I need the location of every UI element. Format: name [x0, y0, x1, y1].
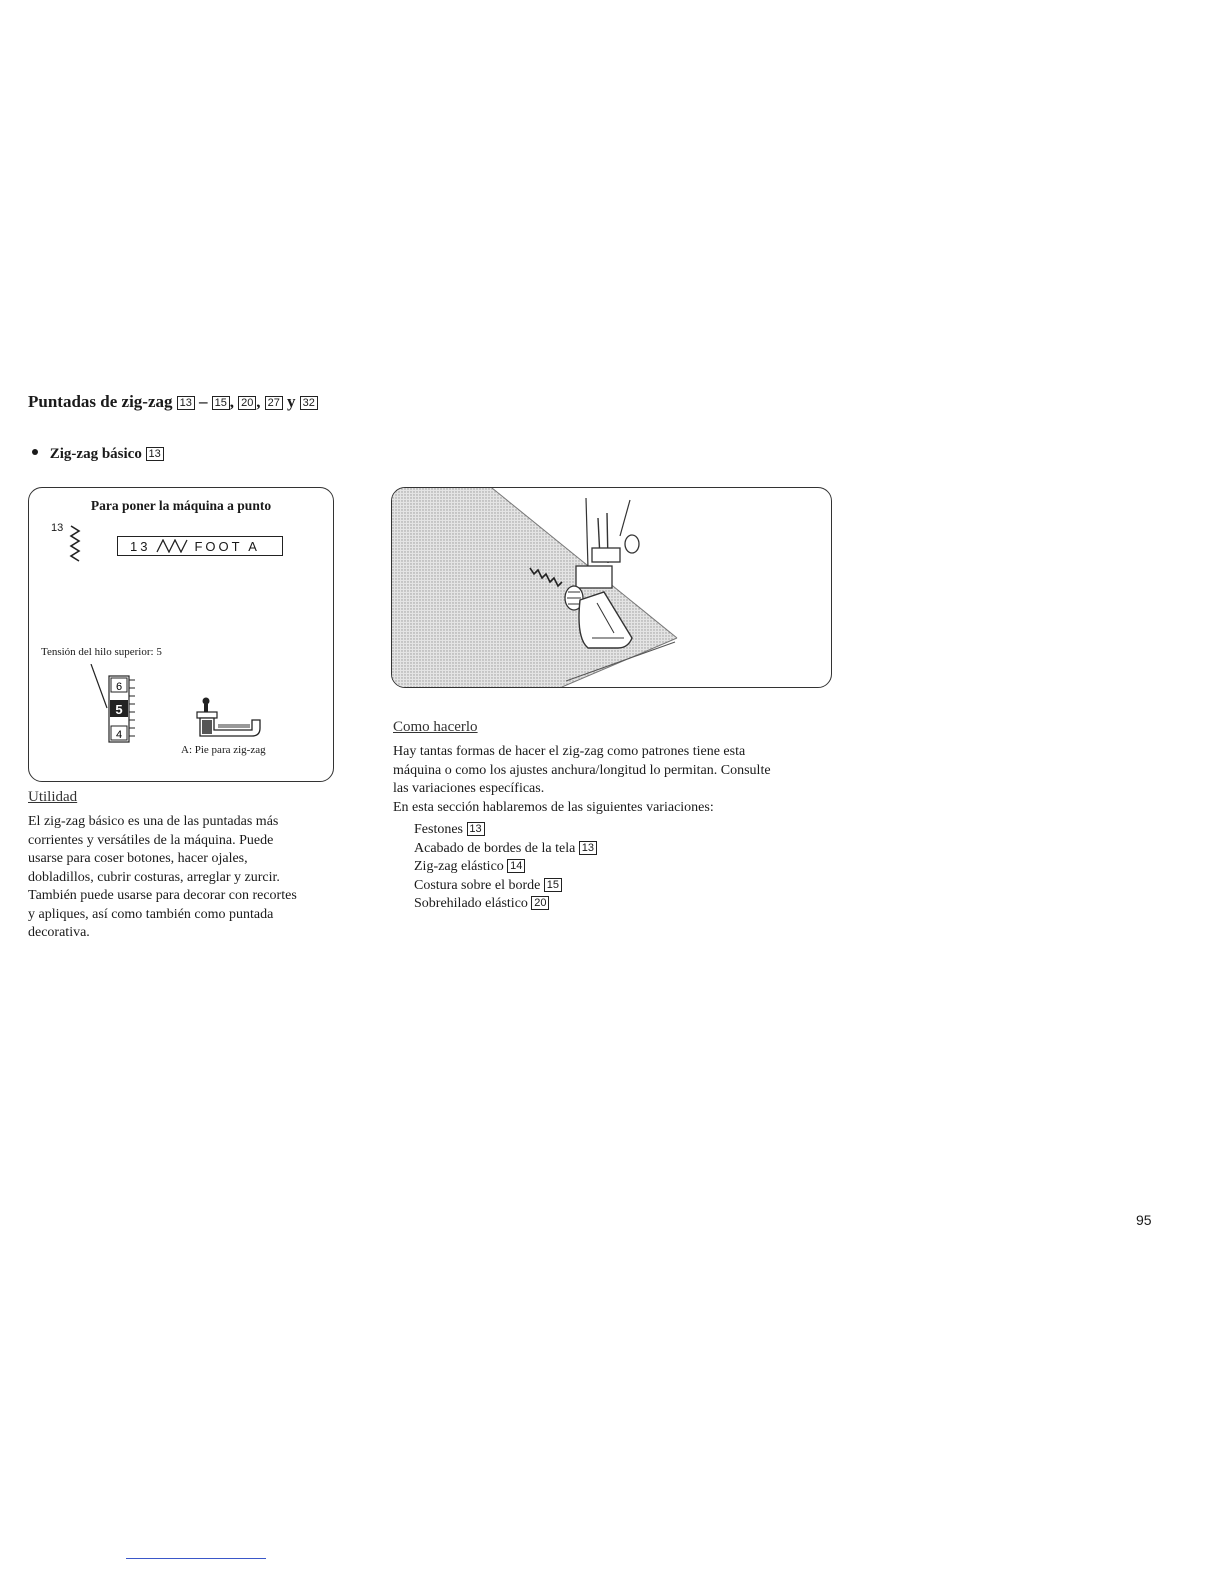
variation-label: Zig-zag elástico [414, 859, 504, 874]
footer-rule [126, 1558, 266, 1559]
utilidad-line: y apliques, así como también como puntada [28, 906, 274, 922]
utilidad-line: decorativa. [28, 925, 90, 940]
utilidad-line: usarse para coser botones, hacer ojales, [28, 851, 248, 866]
pointer-line [91, 664, 107, 708]
zigzag-stitch-icon [67, 524, 83, 564]
tension-dial-illustration [89, 664, 149, 744]
setup-title: Para poner la máquina a punto [90, 498, 272, 513]
como-hacerlo-heading: Como hacerlo [393, 719, 478, 735]
variation-code: 20 [531, 896, 549, 910]
como-line: En esta sección hablaremos de las siguientes variaciones: [393, 799, 714, 815]
title-dash: – [199, 392, 208, 411]
dial-value-6: 6 [115, 681, 123, 693]
variation-item [414, 895, 597, 914]
como-line: las variaciones específicas. [393, 781, 545, 796]
fabric-and-foot-drawing [392, 488, 831, 687]
variation-code: 15 [544, 878, 562, 892]
utilidad-line: corrientes y versátiles de la máquina. Puede [28, 832, 274, 848]
como-line: máquina o como los ajustes anchura/longitud lo permitan. Consulte [393, 762, 771, 778]
title-and: y [287, 392, 296, 411]
stitch-code-13: 13 [177, 396, 195, 410]
stitch-code-15: 15 [212, 396, 230, 410]
stitch-code-32: 32 [300, 396, 318, 410]
lcd-number: 13 [130, 538, 151, 554]
utilidad-line: dobladillos, cubrir costuras, arreglar y zurcir. [28, 869, 280, 885]
variation-label: Costura sobre el borde [414, 877, 541, 893]
subtitle-label: Zig-zag básico [49, 446, 142, 462]
stitch-number: 13 [51, 522, 64, 534]
bullet-icon [32, 449, 38, 455]
fabric [392, 488, 677, 687]
dial-value-4: 4 [115, 729, 123, 741]
variation-code: 14 [507, 859, 525, 873]
variation-item [414, 840, 597, 859]
utilidad-paragraph [28, 813, 330, 943]
utilidad-line: El zig-zag básico es una de las puntadas más [28, 814, 279, 829]
variations-list [414, 821, 597, 914]
section-subtitle [32, 446, 164, 463]
utilidad-line: También puede usarse para decorar con recortes [28, 888, 297, 903]
variation-label: Acabado de bordes de la tela [414, 840, 576, 856]
title-text: Puntadas de zig-zag [28, 392, 173, 411]
dial-value-5: 5 [115, 702, 123, 717]
variation-item [414, 877, 597, 896]
tension-label: Tensión del hilo superior: 5 [41, 646, 162, 658]
variation-label: Festones [414, 822, 463, 837]
foot-label: A: Pie para zig-zag [181, 744, 266, 756]
page-number: 95 [1136, 1212, 1152, 1228]
sewing-illustration [391, 487, 832, 688]
lcd-foot: FOOT A [194, 538, 260, 554]
variation-item [414, 858, 597, 877]
lcd-display [117, 536, 283, 556]
como-line: Hay tantas formas de hacer el zig-zag como patrones tiene esta [393, 744, 746, 759]
page-title: Puntadas de zig-zag 13 – 15 , 20 , 27 y 32 [28, 392, 318, 412]
subtitle-code: 13 [146, 447, 164, 461]
stitch-code-20: 20 [238, 396, 256, 410]
setup-panel [28, 487, 334, 782]
variation-label: Sobrehilado elástico [414, 896, 528, 911]
variation-code: 13 [467, 822, 485, 836]
como-hacerlo-paragraph [393, 743, 823, 817]
variation-item [414, 821, 597, 840]
presser-foot-a-icon [194, 696, 264, 742]
variation-code: 13 [579, 841, 597, 855]
needle [586, 498, 588, 568]
zigzag-lcd-icon [156, 539, 188, 553]
stitch-code-27: 27 [265, 396, 283, 410]
utilidad-heading: Utilidad [28, 789, 78, 805]
